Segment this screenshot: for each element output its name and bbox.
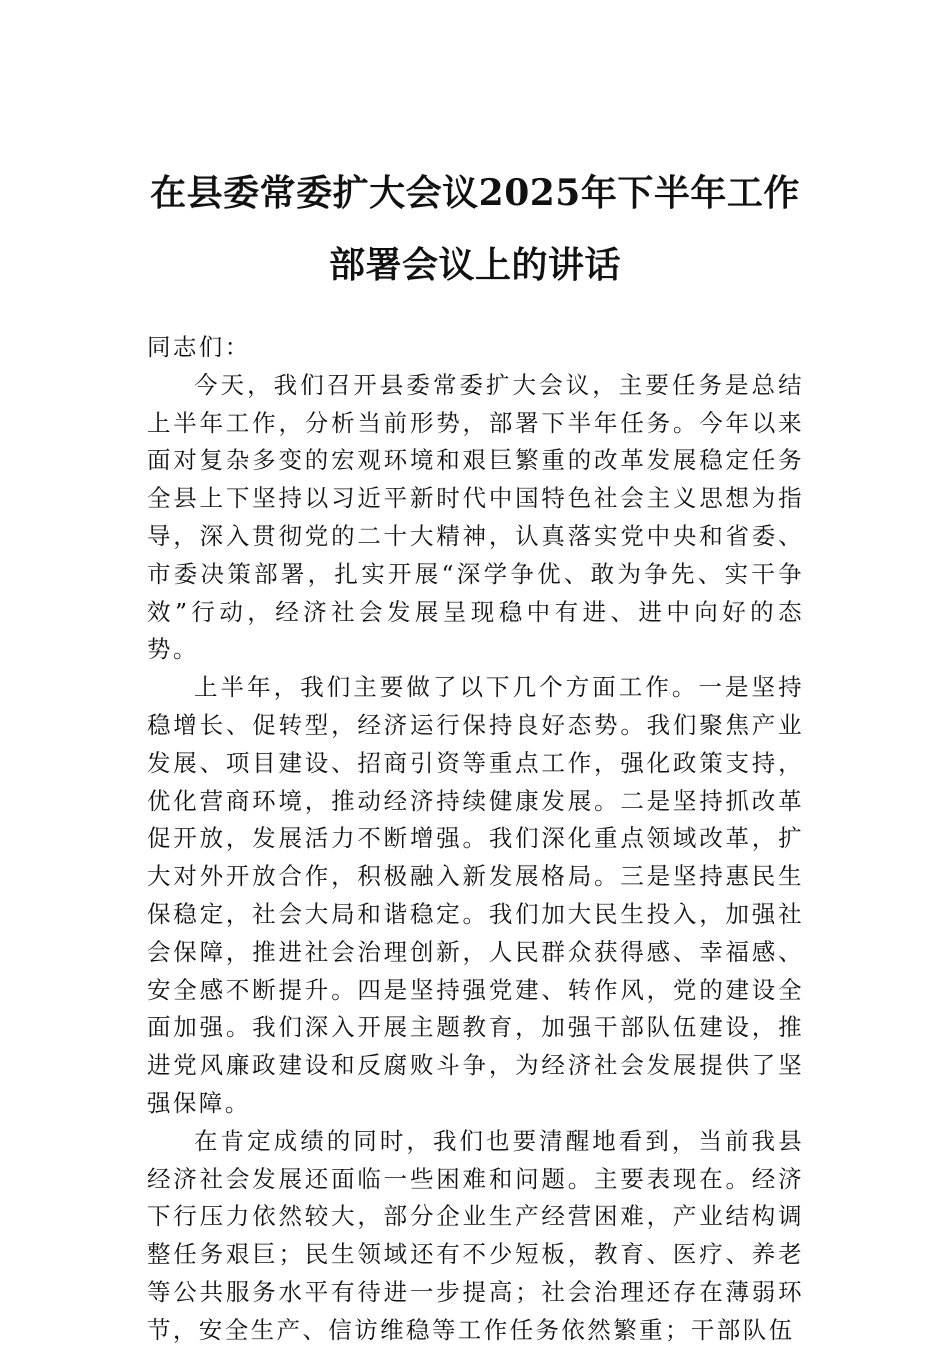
paragraph-problems: 在肯定成绩的同时，我们也要清醒地看到，当前我县经济社会发展还面临一些困难和问题。主要表现在。经济下行压力依然较大，部分企业生产经营困难，产业结构调整任务艰巨；民生领域还有不少短板，教育、医疗、养老等公共服务水平有待进一步提高；社会治理还存在薄弱环节，安全生产、信访维稳等工作任务依然繁重；干部队伍 [147,1126,804,1344]
speech-title: 在县委常委扩大会议2025年下半年工作部署会议上的讲话 [150,172,800,286]
speech-body [147,329,804,1350]
paragraph-opening: 今天，我们召开县委常委扩大会议，主要任务是总结上半年工作，分析当前形势，部署下半年任务。今年以来面对复杂多变的宏观环境和艰巨繁重的改革发展稳定任务全县上下坚持以习近平新时代中国特色社会主义思想为指导，深入贯彻党的二十大精神，认真落实党中央和省委、市委决策部署，扎实开展“深学争优、敢为争先、实干争效”行动，经济社会发展呈现稳中有进、进中向好的态势。 [147,370,804,664]
paragraph-achievements: 上半年，我们主要做了以下几个方面工作。一是坚持稳增长、促转型，经济运行保持良好态势。我们聚焦产业发展、项目建设、招商引资等重点工作，强化政策支持，优化营商环境，推动经济持续健康发展。二是坚持抓改革促开放，发展活力不断增强。我们深化重点领域改革，扩大对外开放合作，积极融入新发展格局。三是坚持惠民生保稳定，社会大局和谐稳定。我们加大民生投入，加强社会保障，推进社会治理创新，人民群众获得感、幸福感、安全感不断提升。四是坚持强党建、转作风，党的建设全面加强。我们深入开展主题教育，加强干部队伍建设，推进党风廉政建设和反腐败斗争，为经济社会发展提供了坚强保障。 [147,673,804,1117]
salutation: 同志们： [147,333,251,361]
